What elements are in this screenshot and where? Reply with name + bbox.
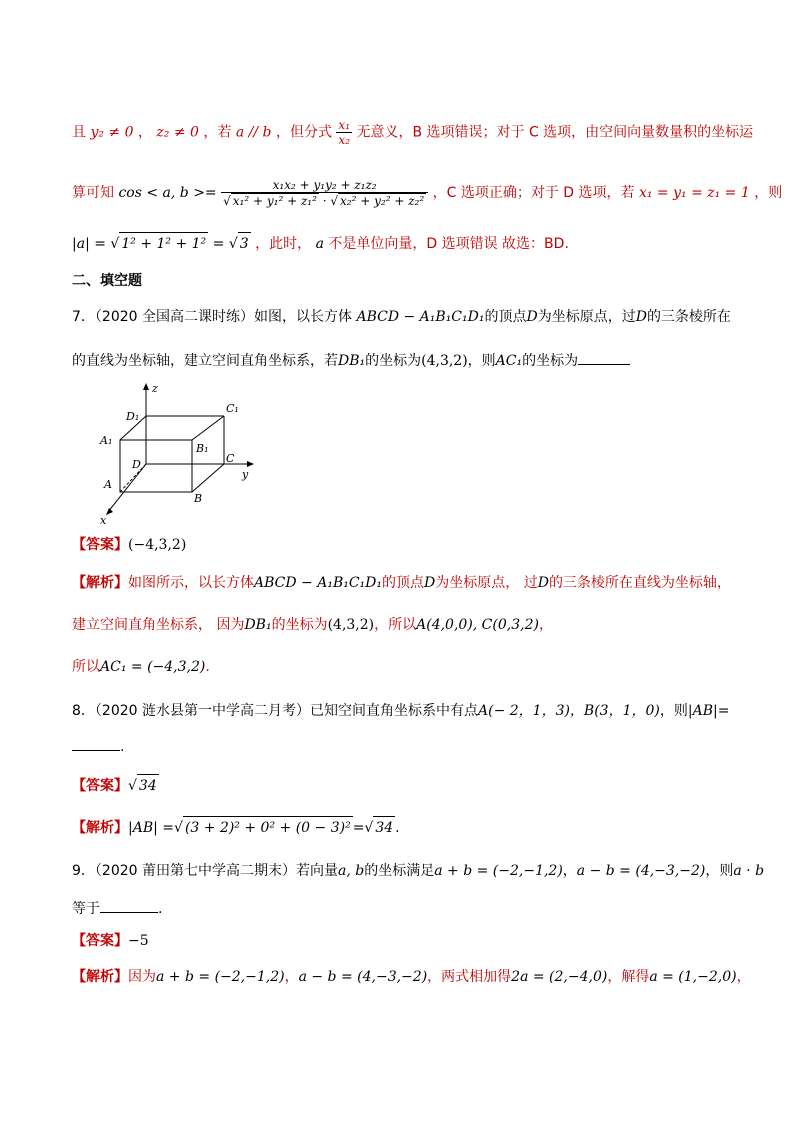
- text: ，若: [203, 124, 232, 141]
- q8-analysis: 【解析】|AB| =√ (3 + 2)² + 0² + (0 − 3)² =√ 34 .: [72, 816, 734, 839]
- text: ，: [137, 124, 152, 141]
- math: 1² + 1² + 1²: [119, 232, 208, 255]
- vertex-label: C₁: [226, 402, 239, 415]
- q7-analysis: 【解析】如图所示，以长方体ABCD − A₁B₁C₁D₁的顶点D为坐标原点， 过D的三条棱所在直线为坐标轴，: [72, 575, 731, 591]
- fraction: $\frac{\text{x₁}}{\text{x₂}}$: [338, 118, 350, 147]
- q9-answer: 【答案】−5: [72, 933, 149, 949]
- analysis-line: |a| = √ 1² + 1² + 1² = √ 3 ，此时， a 不是单位向量，D 选项错误 故选：BD.: [72, 232, 734, 255]
- question-7-line2: 的直线为坐标轴，建立空间直角坐标系，若DB₁的坐标为(4,3,2)，则AC₁的坐标为: [72, 350, 734, 372]
- vertex-label: C: [226, 452, 235, 465]
- fraction: $\frac{\text{x₁x₂ + y₁y₂ + z₁z₂}}{\text{√ x₁² + y₁² + z₁² · √ x₂² + y₂² + z₂²}}$: [221, 178, 428, 208]
- q9-analysis: 【解析】因为a + b = (−2,−1,2)，a − b = (4,−3,−2)，两式相加得2a = (2,−4,0)，解得a = (1,−2,0)，: [72, 969, 751, 985]
- answer-blank[interactable]: [72, 736, 120, 751]
- math: 3: [238, 232, 251, 255]
- text: ，但分式: [275, 124, 332, 141]
- answer-blank[interactable]: [100, 898, 158, 913]
- math: x₁ = y₁ = z₁ = 1: [638, 185, 750, 201]
- vertex-label: B₁: [196, 442, 209, 455]
- answer-blank[interactable]: [578, 350, 630, 365]
- question-7: 7．（2020 全国高二课时练）如图，以长方体 ABCD − A₁B₁C₁D₁的顶点D为坐标原点，过D的三条棱所在: [72, 309, 731, 325]
- math: cos < a, b >=: [118, 185, 217, 201]
- vertex-label: D₁: [126, 410, 140, 423]
- analysis-line: [72, 118, 754, 147]
- text: 不是单位向量，D 选项错误 故选：BD.: [328, 236, 569, 252]
- question-8-line2: .: [72, 736, 734, 758]
- vertex-label: D: [132, 458, 141, 471]
- math: =: [212, 236, 225, 252]
- vertex-label: A₁: [100, 434, 113, 447]
- text: ，则: [754, 185, 783, 201]
- question-9: 9．（2020 莆田第七中学高二期末）若向量a, b的坐标满足a + b = (−2,−1,2)，a − b = (4,−3,−2)，则a · b: [72, 863, 765, 879]
- q7-analysis-line3: 所以AC₁ = (−4,3,2).: [72, 659, 210, 675]
- text: 无意义，B 选项错误；对于 C 选项，由空间向量数量积的坐标运: [356, 124, 754, 141]
- axis-label-y: y: [242, 468, 249, 481]
- text: ，C 选项正确；对于 D 选项，若: [432, 185, 635, 201]
- math: a // b: [235, 124, 272, 141]
- section-heading: 二、填空题: [72, 273, 142, 289]
- text: 且: [72, 124, 86, 141]
- math: z₂ ≠ 0: [156, 124, 199, 141]
- q7-analysis-line2: 建立空间直角坐标系， 因为DB₁的坐标为(4,3,2)，所以A(4,0,0), C(0,3,2)，: [72, 617, 553, 633]
- vertex-label: B: [194, 492, 203, 505]
- math: y₂ ≠ 0: [90, 124, 134, 141]
- math: a: [315, 236, 324, 252]
- question-8: 8．（2020 涟水县第一中学高二月考）已知空间直角坐标系中有点A(− 2，1，3)，B(3，1，0)，则|AB|=: [72, 703, 730, 719]
- q8-answer: 【答案】√ 34: [72, 774, 734, 797]
- q7-answer: 【答案】(−4,3,2): [72, 537, 187, 553]
- analysis-line: [72, 178, 783, 208]
- axis-label-z: z: [152, 382, 158, 395]
- question-9-line2: 等于 .: [72, 898, 734, 920]
- text: 算可知: [72, 185, 114, 201]
- axis-label-x: x: [100, 514, 107, 527]
- vertex-label: A: [104, 478, 112, 491]
- text: ，此时，: [255, 236, 312, 252]
- cuboid-figure: [90, 378, 270, 528]
- math: |a| =: [72, 236, 106, 252]
